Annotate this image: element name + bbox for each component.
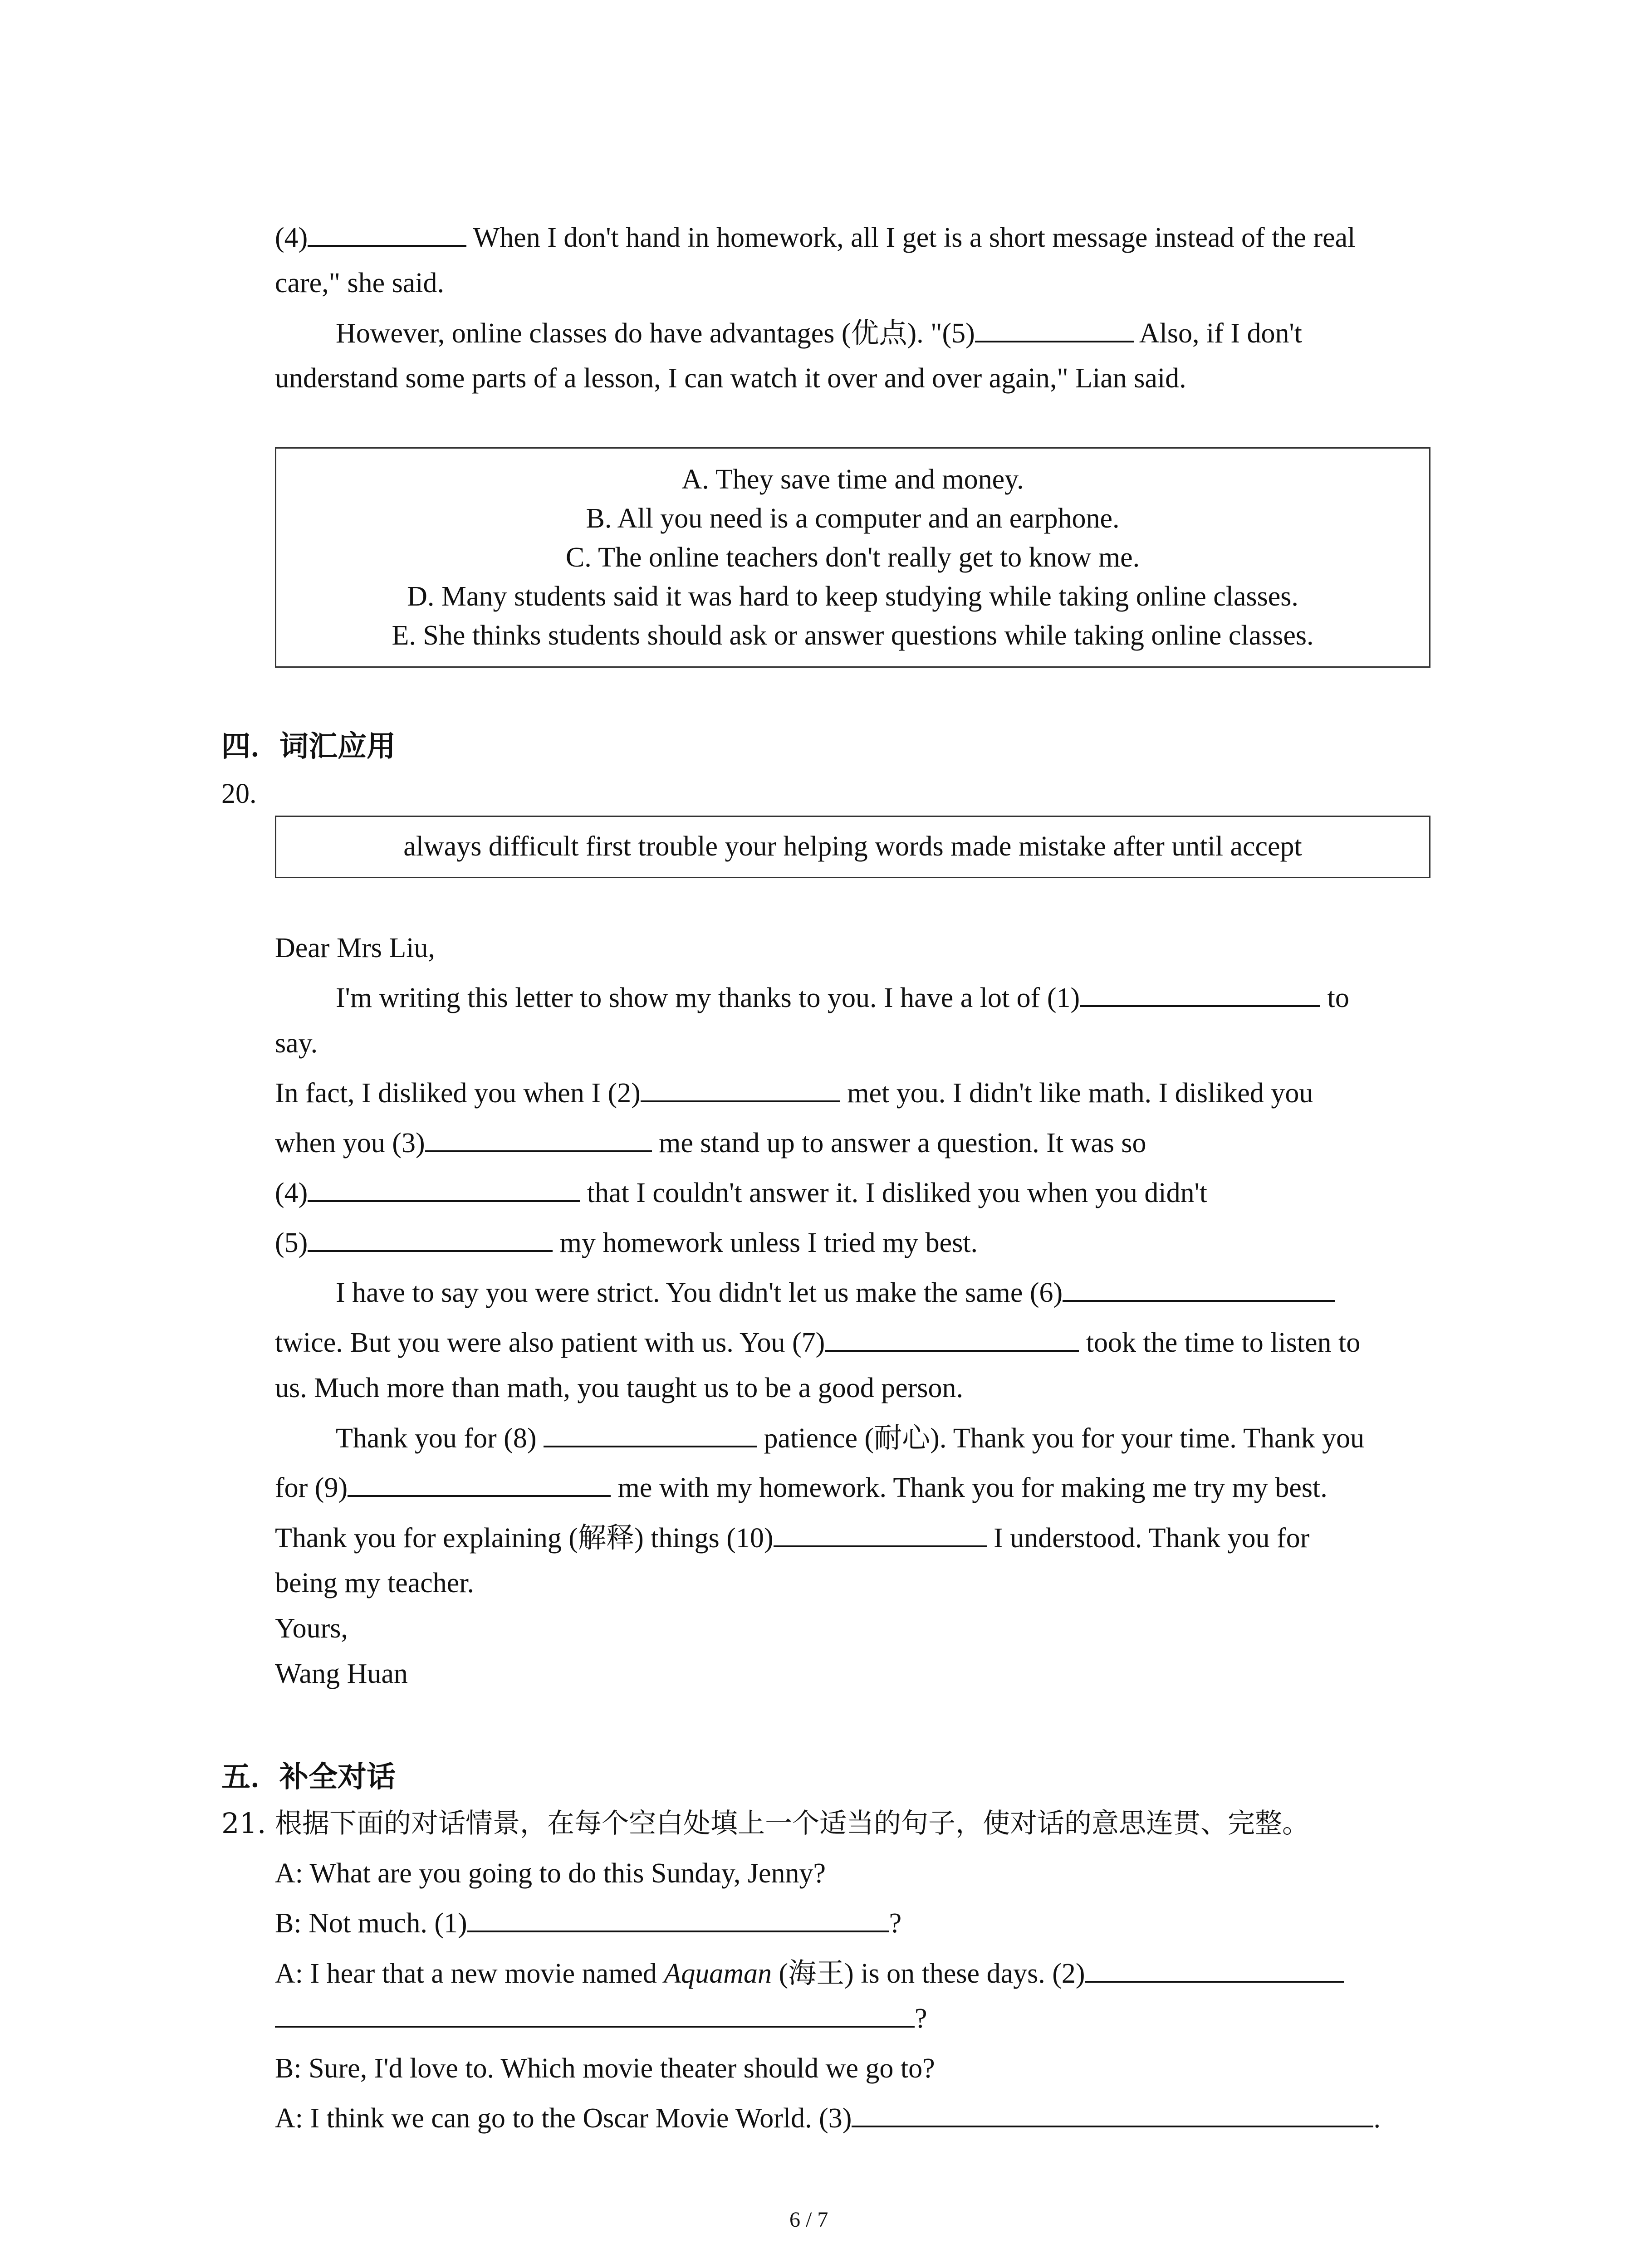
letter-text: me with my homework. Thank you for making me try my best. [611, 1472, 1327, 1503]
word-bank-box [275, 816, 1430, 878]
option-b: B. All you need is a computer and an earphone. [586, 503, 1120, 534]
dialogue-blank-3[interactable] [852, 2098, 1373, 2127]
passage-line-4: understand some parts of a lesson, I can watch it over and over again," Lian said. [275, 363, 1186, 394]
letter-text: (4) [275, 1178, 308, 1208]
passage-text: Also, if I don't [1133, 318, 1302, 349]
passage-text: However, online classes do have advantages ( [336, 318, 851, 349]
page-number: 6 / 7 [789, 2208, 828, 2232]
letter-line-4 [275, 1120, 1146, 1166]
letter-line-8 [275, 1320, 1360, 1365]
dialogue-blank-1[interactable] [467, 1903, 889, 1932]
passage-text: When I don't hand in homework, all I get is a short message instead of the real [466, 222, 1356, 253]
option-d: D. Many students said it was hard to keep studying while taking online classes. [407, 581, 1298, 612]
blank-7[interactable] [825, 1323, 1079, 1352]
letter-text: ) things (10) [634, 1523, 774, 1554]
letter-line-1 [336, 975, 1349, 1021]
passage-line-3 [336, 310, 1302, 356]
letter-line-10 [336, 1415, 1364, 1461]
dialogue-instruction: 根据下面的对话情景，在每个空白处填上一个适当的句子，使对话的意思连贯、完整。 [275, 1808, 1309, 1839]
section-heading-4: 四．词汇应用 [221, 729, 396, 763]
question-number-20: 20. [221, 778, 257, 809]
section-heading-5: 五．补全对话 [221, 1760, 396, 1794]
letter-text: I'm writing this letter to show my thanks to you. I have a lot of (1) [336, 982, 1080, 1013]
blank-5-letter[interactable] [308, 1223, 553, 1252]
passage-line-1 [275, 215, 1355, 260]
letter-text: for (9) [275, 1472, 348, 1503]
letter-text: (5) [275, 1227, 308, 1258]
letter-text: Thank you for (8) [336, 1423, 544, 1454]
letter-text: In fact, I disliked you when I (2) [275, 1078, 641, 1109]
letter-text: to [1320, 982, 1349, 1013]
letter-line-6 [275, 1220, 978, 1266]
dialogue-text: ? [889, 1908, 902, 1939]
options-box [275, 447, 1430, 668]
blank-4[interactable] [308, 218, 466, 247]
letter-chinese-gloss: 解释 [578, 1521, 635, 1554]
letter-line-12 [275, 1515, 1309, 1561]
letter-text: Thank you for explaining ( [275, 1523, 578, 1554]
letter-text: me stand up to answer a question. It was so [652, 1128, 1146, 1158]
letter-text: when you (3) [275, 1128, 425, 1158]
dialogue-text: B: Not much. (1) [275, 1908, 467, 1939]
letter-line-5 [275, 1170, 1207, 1216]
letter-text: met you. I didn't like math. I disliked you [840, 1078, 1313, 1109]
dialogue-blank-2-cont[interactable] [275, 1999, 915, 2028]
dialogue-text: ) is on these days. (2) [844, 1958, 1085, 1989]
dialogue-line-5: B: Sure, I'd love to. Which movie theater should we go to? [275, 2053, 935, 2084]
movie-title: Aquaman [664, 1958, 772, 1989]
option-e: E. She thinks students should ask or answer questions while taking online classes. [392, 620, 1314, 651]
letter-greeting: Dear Mrs Liu, [275, 933, 435, 963]
letter-chinese-gloss: 耐心 [874, 1421, 931, 1454]
blank-2[interactable] [641, 1073, 840, 1102]
dialogue-line-2 [275, 1901, 901, 1946]
blank-6[interactable] [1063, 1273, 1335, 1302]
letter-closing: Yours, [275, 1613, 348, 1644]
letter-line-2: say. [275, 1028, 318, 1059]
letter-line-7 [336, 1270, 1335, 1315]
letter-text: I understood. Thank you for [986, 1523, 1310, 1554]
blank-3[interactable] [425, 1123, 652, 1152]
blank-8[interactable] [544, 1418, 757, 1447]
dialogue-text: A: I hear that a new movie named [275, 1958, 664, 1989]
word-bank: always difficult first trouble your helping words made mistake after until accept [403, 831, 1302, 862]
dialogue-text: ( [772, 1958, 789, 1989]
passage-line-2: care," she said. [275, 268, 445, 298]
blank-5[interactable] [975, 313, 1134, 342]
letter-text: that I couldn't answer it. I disliked you when you didn't [580, 1178, 1207, 1208]
letter-line-11 [275, 1465, 1327, 1510]
letter-text: ). Thank you for your time. Thank you [930, 1423, 1364, 1454]
letter-text: patience ( [756, 1423, 874, 1454]
option-a: A. They save time and money. [681, 464, 1024, 495]
letter-line-13: being my teacher. [275, 1568, 474, 1598]
letter-line-3 [275, 1070, 1313, 1116]
letter-text: my homework unless I tried my best. [553, 1227, 978, 1258]
dialogue-line-3 [275, 1950, 1344, 1996]
dialogue-blank-2[interactable] [1085, 1954, 1344, 1983]
dialogue-chinese-gloss: 海王 [788, 1956, 845, 1989]
dialogue-text: . [1373, 2103, 1381, 2134]
letter-text: twice. But you were also patient with us. You (7) [275, 1327, 825, 1358]
dialogue-text: ? [915, 2003, 927, 2034]
blank-label-5: ). "(5) [907, 318, 975, 349]
blank-10[interactable] [774, 1518, 987, 1547]
dialogue-line-4 [275, 1996, 927, 2041]
option-c: C. The online teachers don't really get to know me. [565, 542, 1140, 573]
dialogue-line-6 [275, 2096, 1381, 2141]
letter-text: I have to say you were strict. You didn't let us make the same (6) [336, 1277, 1063, 1308]
dialogue-text: A: I think we can go to the Oscar Movie World. (3) [275, 2103, 852, 2134]
blank-label-4: (4) [275, 222, 308, 253]
letter-text: took the time to listen to [1079, 1327, 1361, 1358]
blank-1[interactable] [1080, 978, 1320, 1007]
blank-9[interactable] [348, 1468, 611, 1497]
letter-line-9: us. Much more than math, you taught us to be a good person. [275, 1373, 964, 1403]
blank-4-letter[interactable] [308, 1173, 580, 1202]
passage-chinese-gloss: 优点 [851, 316, 907, 349]
dialogue-line-1: A: What are you going to do this Sunday, Jenny? [275, 1858, 826, 1889]
question-number-21: 21. [221, 1807, 266, 1840]
letter-signature: Wang Huan [275, 1658, 408, 1689]
